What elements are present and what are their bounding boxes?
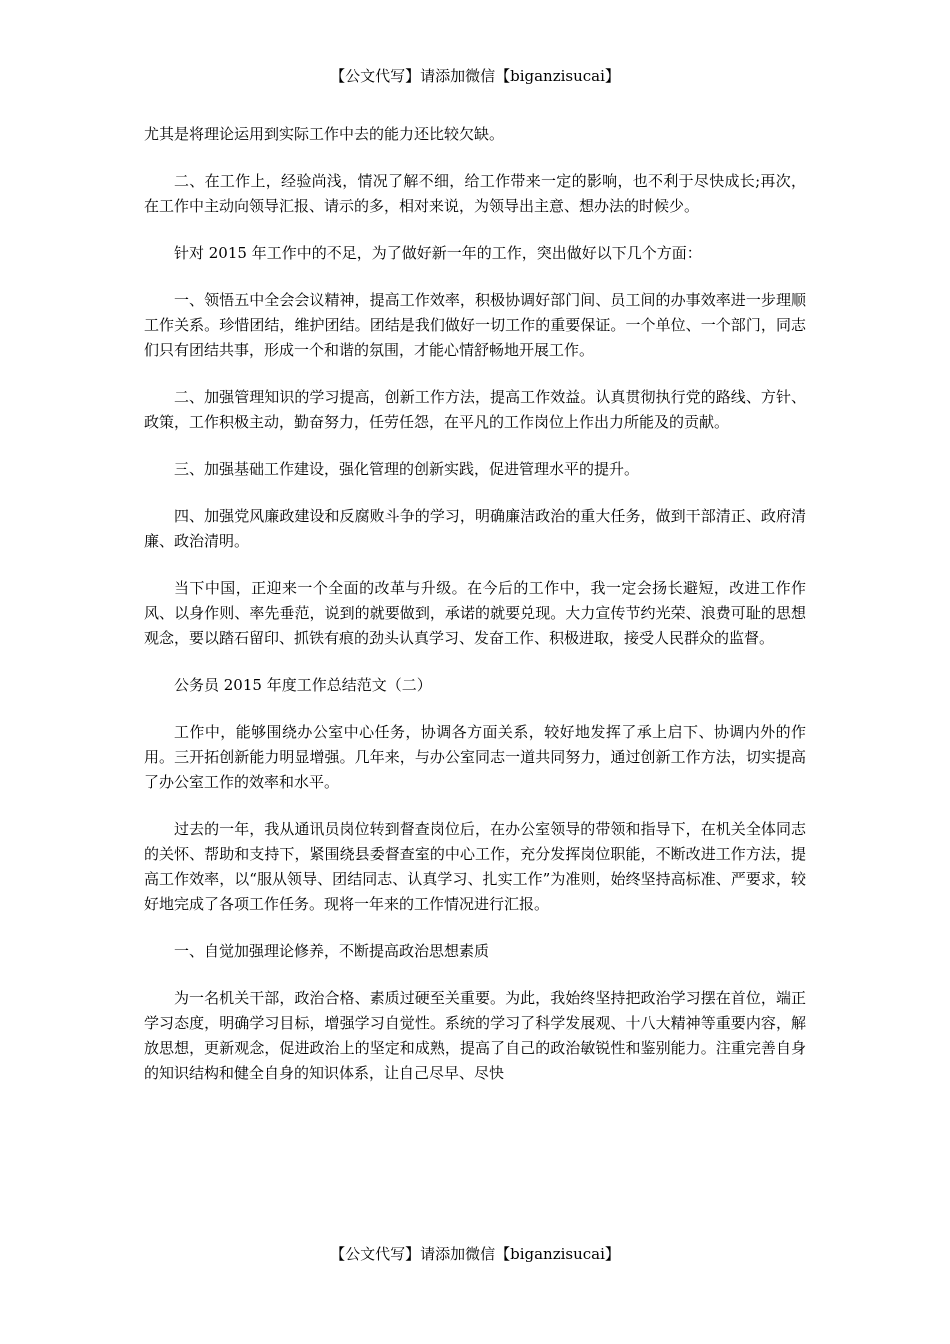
paragraph-conclusion: 当下中国，正迎来一个全面的改革与升级。在今后的工作中，我一定会扬长避短，改进工作作风、以身作则、率先垂范，说到的就要做到，承诺的就要兑现。大力宣传节约光荣、浪费可耻的思想观念，要以踏石留印、抓铁有痕的劲头认真学习、发奋工作、积极进取，接受人民群众的监督。 [144,579,806,647]
paragraph-point-four: 四、加强党风廉政建设和反腐败斗争的学习，明确廉洁政治的重大任务，做到干部清正、政府清廉、政治清明。 [144,507,806,550]
paragraph-past-year: 过去的一年，我从通讯员岗位转到督查岗位后，在办公室领导的带领和指导下，在机关全体同志的关怀、帮助和支持下，紧围绕县委督查室的中心工作，充分发挥岗位职能，不断改进工作方法，提高工作效率，以“服从领导、团结同志、认真学习、扎实工作”为准则，始终坚持高标准、严要求，较好地完成了各项工作任务。现将一年来的工作情况进行汇报。 [144,820,806,913]
paragraph-point-three: 三、加强基础工作建设，强化管理的创新实践，促进管理水平的提升。 [174,460,640,478]
paragraph-point-two: 二、加强管理知识的学习提高，创新工作方法，提高工作效益。认真贯彻执行党的路线、方针、政策，工作积极主动，勤奋努力，任劳任怨，在平凡的工作岗位上作出力所能及的贡献。 [144,388,806,431]
page-header: 【公文代写】请添加微信【biganzisucai】 [330,67,620,85]
paragraph-improvement-intro: 针对 2015 年工作中的不足，为了做好新一年的工作，突出做好以下几个方面： [174,244,702,262]
subheading-theory: 一、自觉加强理论修养，不断提高政治思想素质 [174,942,490,960]
paragraph-office-work: 工作中，能够围绕办公室中心任务，协调各方面关系，较好地发挥了承上启下、协调内外的作用。三开拓创新能力明显增强。几年来，与办公室同志一道共同努力，通过创新工作方法，切实提高了办公室工作的效率和水平。 [144,723,806,791]
paragraph-work-shortcomings: 二、在工作上，经验尚浅，情况了解不细，给工作带来一定的影响，也不利于尽快成长;再次，在工作中主动向领导汇报、请示的多，相对来说，为领导出主意、想办法的时候少。 [144,172,806,215]
paragraph-point-one: 一、领悟五中全会会议精神，提高工作效率，积极协调好部门间、员工间的办事效率进一步理顺工作关系。珍惜团结，维护团结。团结是我们做好一切工作的重要保证。一个单位、一个部门，同志们只有团结共事，形成一个和谐的氛围，才能心情舒畅地开展工作。 [144,291,806,359]
document-body [144,122,806,1108]
page-footer: 【公文代写】请添加微信【biganzisucai】 [330,1245,620,1263]
paragraph-continuation: 尤其是将理论运用到实际工作中去的能力还比较欠缺。 [144,125,505,143]
paragraph-political-study: 为一名机关干部，政治合格、素质过硬至关重要。为此，我始终坚持把政治学习摆在首位，端正学习态度，明确学习目标，增强学习自觉性。系统的学习了科学发展观、十八大精神等重要内容，解放思想，更新观念，促进政治上的坚定和成熟，提高了自己的政治敏锐性和鉴别能力。注重完善自身的知识结构和健全自身的知识体系，让自己尽早、尽快 [144,989,806,1082]
section-heading-sample-two: 公务员 2015 年度工作总结范文（二） [174,676,432,694]
